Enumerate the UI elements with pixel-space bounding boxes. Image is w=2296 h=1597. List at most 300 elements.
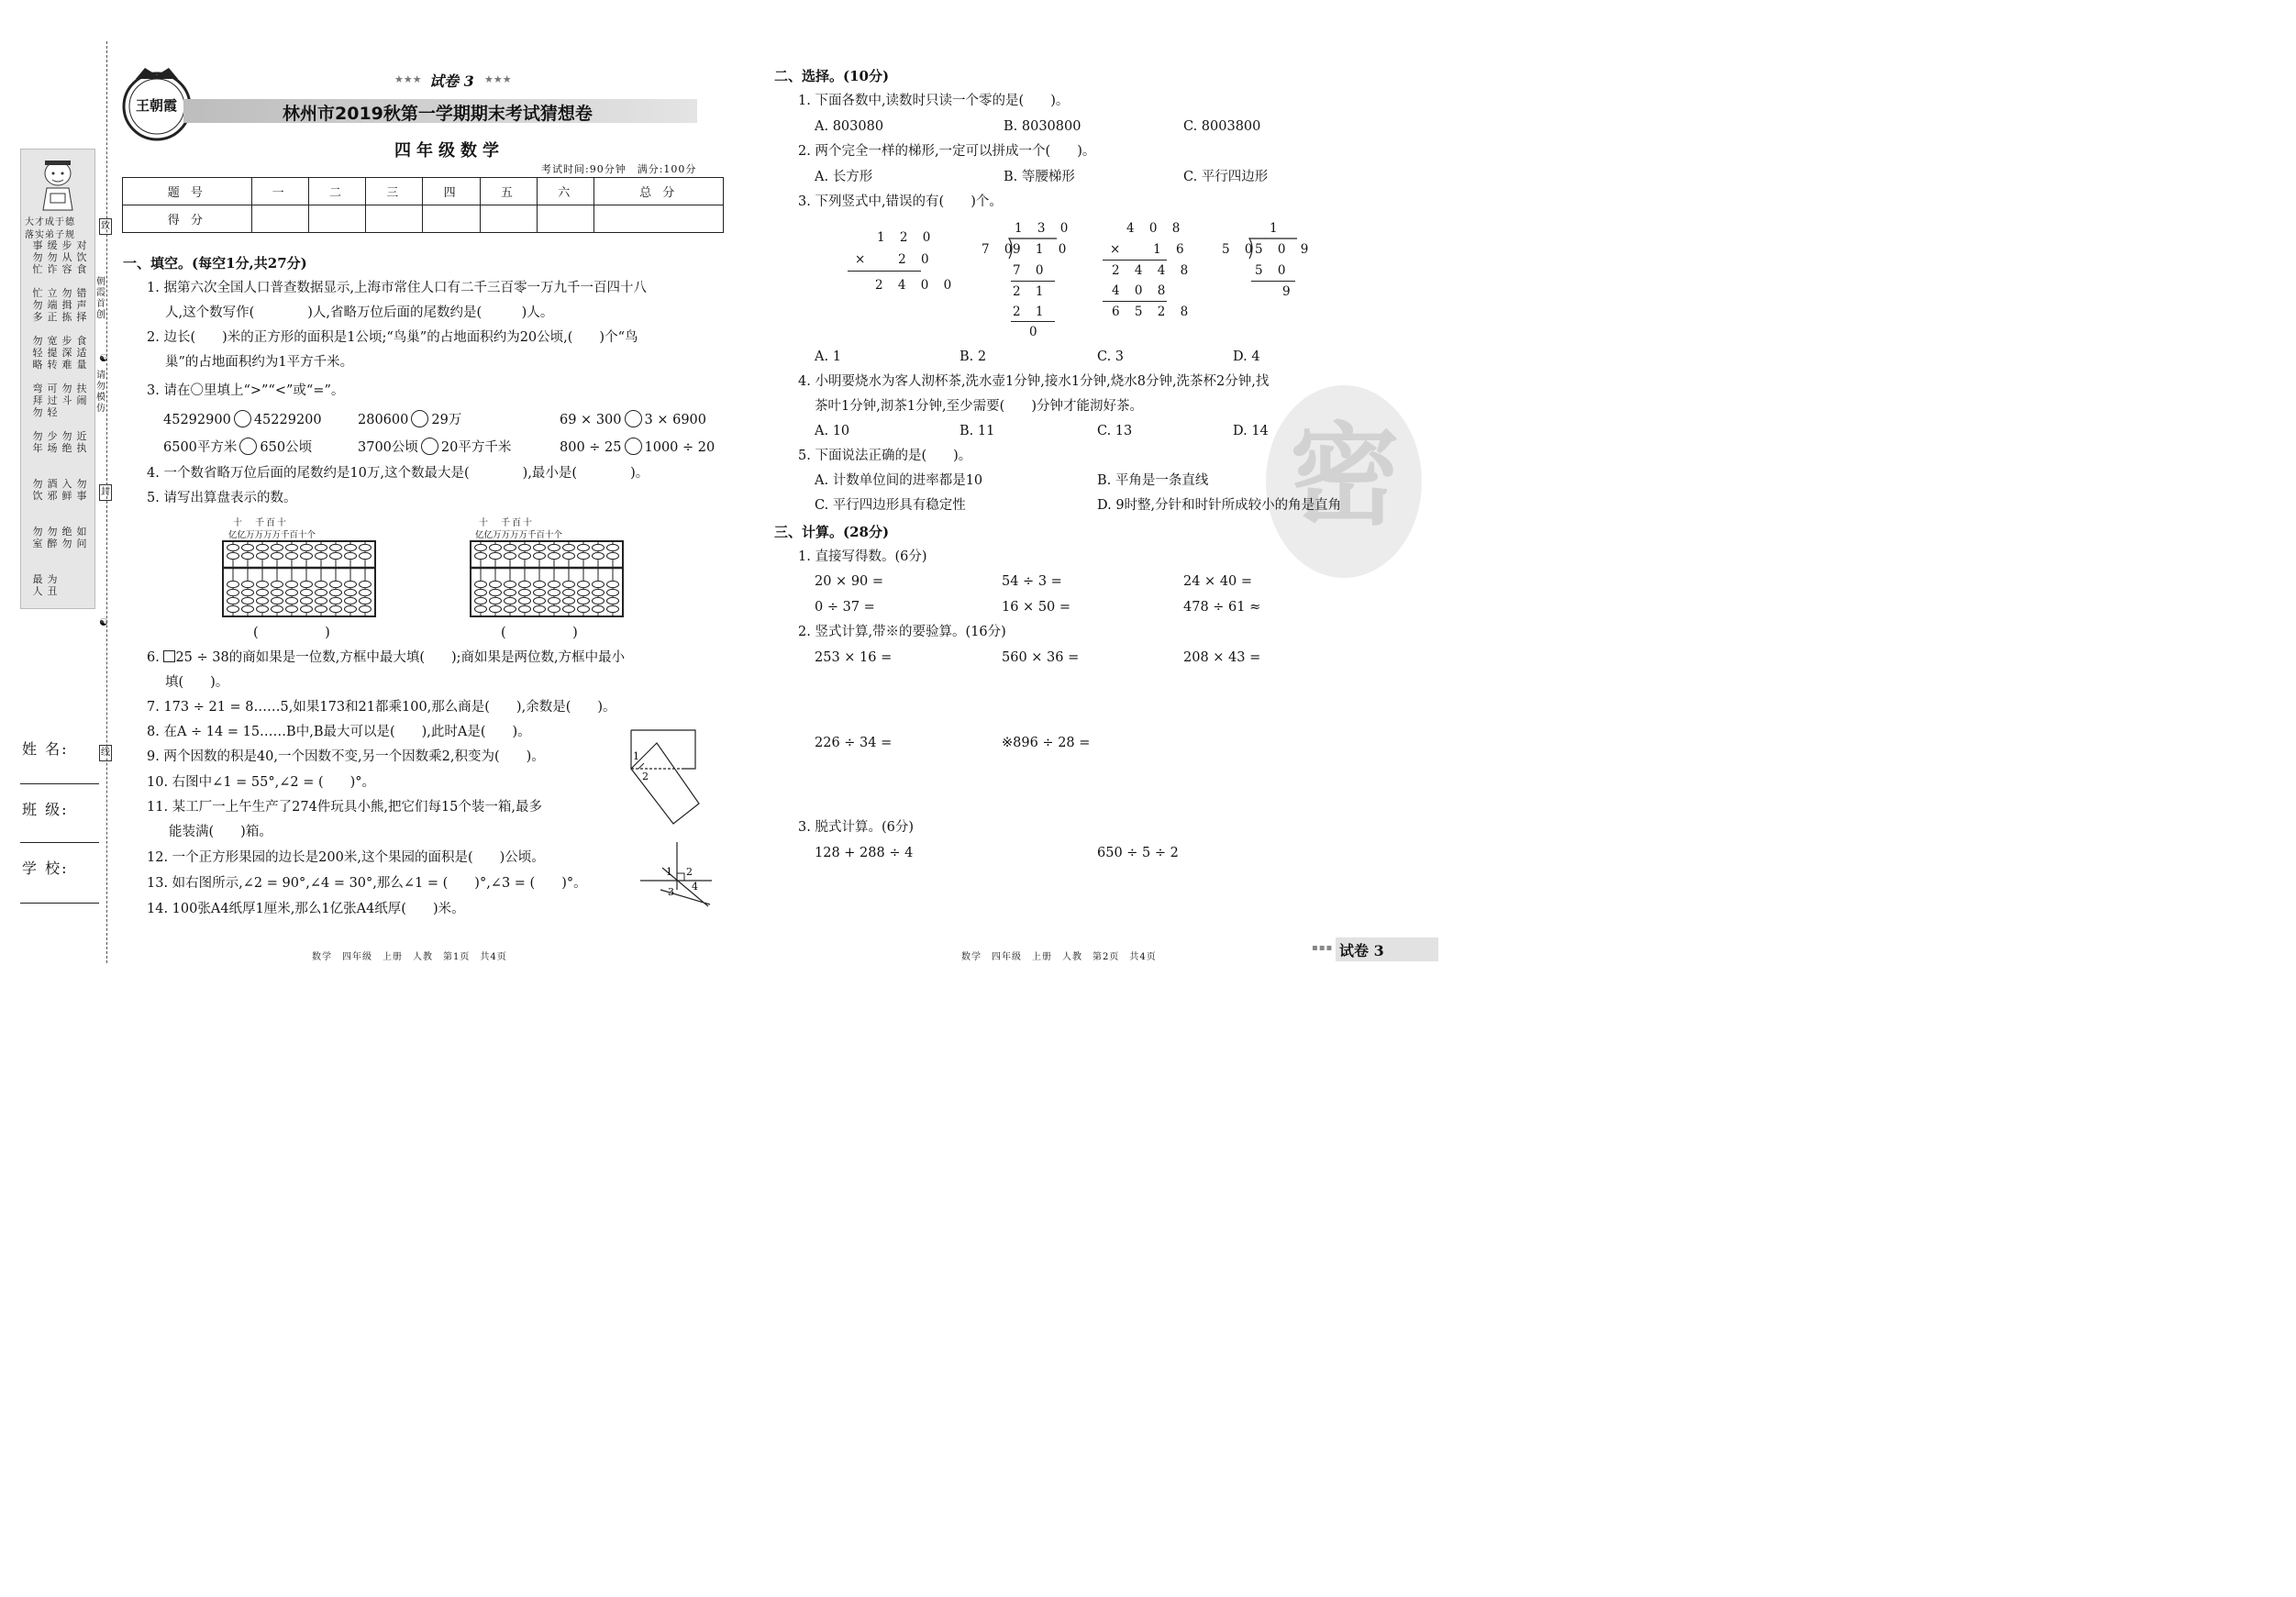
abacus-bead — [549, 544, 560, 550]
abacus-bead — [534, 581, 546, 587]
c1-text: 1. 下面各数中,读数时只读一个零的是( )。 — [798, 94, 1070, 108]
q6-text: 25 ÷ 38的商如果是一位数,方框中最大填( );商如果是两位数,方框中最小 — [175, 650, 626, 665]
q6-number: 6. — [147, 650, 164, 665]
figure-2-label-1: 1 — [666, 866, 672, 878]
motto-line-2: 落实弟子规 — [25, 230, 75, 240]
score-table — [122, 177, 724, 233]
abacus-bead — [272, 605, 283, 612]
logo-text: 王朝霞 — [136, 97, 178, 114]
abacus-bead — [475, 581, 487, 587]
abacus-bead — [316, 597, 327, 604]
motto-column: 为丑 — [47, 573, 58, 597]
binding-circle-icon: ☯ — [99, 352, 108, 364]
c5-option-d[interactable]: D. 9时整,分针和时针所成较小的角是直角 — [1097, 498, 1342, 513]
abacus-bead — [475, 605, 487, 612]
abacus-bead — [563, 589, 575, 595]
abacus-bead — [360, 552, 372, 559]
k2-item-5: ※896 ÷ 28 = — [1002, 736, 1091, 750]
c2-option-c[interactable]: C. 平行四边形 — [1183, 170, 1269, 184]
score-row-label: 得 分 — [123, 205, 252, 233]
abacus-bead — [549, 605, 560, 612]
abacus-bead — [257, 544, 269, 550]
compare-3-left: 69 × 300 — [560, 413, 622, 427]
abacus-bead — [330, 597, 342, 604]
vcalc-2-step-1: 7 0 — [1013, 263, 1049, 278]
c3-option-d[interactable]: D. 4 — [1233, 349, 1260, 364]
motto-sidebar — [20, 149, 95, 609]
exam-info: 考试时间:90分钟 满分:100分 — [541, 163, 697, 175]
abacus-bead — [607, 581, 619, 587]
motto-column: 勿醉 — [47, 526, 58, 549]
motto-column: 立端正 — [47, 287, 58, 323]
motto-column: 缓勿诈 — [47, 239, 58, 275]
abacus-bead — [345, 544, 357, 550]
q1-line-1: 1. 据第六次全国人口普查数据显示,上海市常住人口有二千三百零一万九千一百四十八 — [147, 281, 648, 295]
abacus-bead — [534, 589, 546, 595]
c5-text: 5. 下面说法正确的是( )。 — [798, 449, 972, 463]
abacus-bead — [505, 589, 516, 595]
abacus-bead — [593, 544, 605, 550]
abacus-bead — [360, 597, 372, 604]
abacus-bead — [519, 589, 531, 595]
abacus-bead — [301, 589, 313, 595]
motto-column: 对饮食 — [76, 239, 87, 275]
compare-blank-icon[interactable] — [625, 410, 642, 427]
vcalc-3-row-5: 6 5 2 8 — [1112, 305, 1194, 319]
vcalc-2-remainder: 0 — [1029, 325, 1043, 339]
abacus-bead — [257, 581, 269, 587]
abacus-bead — [519, 552, 531, 559]
abacus-bead — [242, 597, 254, 604]
motto-column: 忙勿多 — [32, 287, 43, 323]
score-cell[interactable] — [538, 205, 594, 233]
vcalc-2-quotient: 1 3 0 — [1015, 221, 1074, 236]
abacus-bead — [301, 544, 313, 550]
motto-column: 最人 — [32, 573, 43, 597]
q9-text: 9. 两个因数的积是40,一个因数不变,另一个因数乘2,积变为( )。 — [147, 749, 545, 764]
abacus-bead — [345, 552, 357, 559]
compare-3-right: 3 × 6900 — [644, 413, 706, 427]
c2-text: 2. 两个完全一样的梯形,一定可以拼成一个( )。 — [798, 144, 1096, 159]
q6-line-2: 填( )。 — [165, 675, 229, 690]
c4-option-a[interactable]: A. 10 — [815, 424, 850, 438]
c5-option-a[interactable]: A. 计数单位间的进率都是10 — [815, 473, 983, 488]
c2-option-a[interactable]: A. 长方形 — [815, 170, 873, 184]
compare-2 — [358, 410, 461, 429]
vcalc-3-row-1: 4 0 8 — [1126, 221, 1186, 236]
abacus-2 — [470, 540, 624, 617]
compare-5 — [358, 438, 511, 457]
motto-column: 弯拜勿 — [32, 383, 43, 418]
motto-column: 步从容 — [61, 239, 72, 275]
abacus-bead — [563, 581, 575, 587]
motto-column: 入鲜 — [61, 478, 72, 502]
abacus-bead — [593, 589, 605, 595]
abacus-2-bottom-labels: 亿亿万万万万千百十个 — [475, 530, 563, 540]
series-label: 试卷 3 — [429, 72, 474, 90]
score-table-row — [123, 205, 724, 233]
vcalc-4-step: 5 0 — [1255, 263, 1292, 278]
abacus-bead — [490, 544, 502, 550]
score-cell[interactable] — [423, 205, 480, 233]
motto-column: 近执 — [76, 430, 87, 454]
q3-text: 3. 请在〇里填上“>”“<”或“=”。 — [147, 383, 345, 398]
footer-right: 数学 四年级 上册 人教 第2页 共4页 — [961, 952, 1157, 962]
abacus-bead — [607, 552, 619, 559]
figure-2-label-3: 3 — [668, 886, 674, 898]
score-cell[interactable] — [251, 205, 308, 233]
binding-mark-4: 封 — [99, 484, 112, 501]
abacus-bead — [607, 597, 619, 604]
abacus-bead — [316, 552, 327, 559]
score-cell[interactable] — [594, 205, 724, 233]
c3-option-c[interactable]: C. 3 — [1097, 349, 1125, 364]
vcalc-3-row-3: 2 4 4 8 — [1112, 263, 1194, 278]
compare-5-left: 3700公顷 — [358, 440, 418, 455]
student-illustration-icon — [32, 155, 83, 212]
abacus-bead — [578, 544, 590, 550]
c4-option-d[interactable]: D. 14 — [1233, 424, 1269, 438]
abacus-bead — [316, 544, 327, 550]
vcalc-4-quotient: 1 — [1270, 221, 1283, 236]
motto-column: 食适量 — [76, 335, 87, 371]
c1-option-b[interactable]: B. 8030800 — [1004, 119, 1081, 134]
motto-column: 勿年 — [32, 430, 43, 454]
motto-column: 少场 — [47, 430, 58, 454]
abacus-bead — [549, 589, 560, 595]
abacus-bead — [286, 605, 298, 612]
q1-line-2: 人,这个数写作( )人,省略万位后面的尾数约是( )人。 — [165, 305, 554, 320]
abacus-bead — [330, 544, 342, 550]
compare-1-right: 45229200 — [253, 413, 322, 427]
subject-title: 四年级数学 — [394, 141, 505, 161]
abacus-bead — [242, 552, 254, 559]
vcalc-1-row-2: × 2 0 — [855, 252, 935, 267]
school-label: 学 校: — [22, 859, 69, 877]
corner-dots-icon: ▪▪▪ — [1312, 943, 1334, 953]
abacus-bead — [505, 605, 516, 612]
k3-text: 3. 脱式计算。(6分) — [798, 820, 914, 835]
figure-1-label-1: 1 — [633, 750, 639, 762]
q11-line-1: 11. 某工厂一上午生产了274件玩具小熊,把它们每15个装一箱,最多 — [147, 800, 543, 815]
q12-text: 12. 一个正方形果园的边长是200米,这个果园的面积是( )公顷。 — [147, 850, 545, 865]
abacus-bead — [360, 544, 372, 550]
compare-1 — [163, 410, 322, 429]
abacus-bead — [563, 597, 575, 604]
school-field[interactable] — [20, 903, 99, 904]
motto-column: 勿轻略 — [32, 335, 43, 371]
motto-column: 勿饮 — [32, 478, 43, 502]
abacus-bead — [563, 605, 575, 612]
score-table-header — [123, 178, 724, 205]
c2-option-b[interactable]: B. 等腰梯形 — [1004, 170, 1075, 184]
class-label: 班 级: — [22, 801, 69, 818]
abacus-bead — [490, 552, 502, 559]
abacus-1-answer[interactable]: ( ) — [253, 626, 330, 640]
c5-option-c[interactable]: C. 平行四边形具有稳定性 — [815, 498, 966, 513]
abacus-bead — [227, 581, 239, 587]
c3-option-b[interactable]: B. 2 — [959, 349, 987, 364]
q11-line-2: 能装满( )箱。 — [169, 825, 272, 839]
abacus-bead — [593, 597, 605, 604]
abacus-bead — [519, 597, 531, 604]
score-cell[interactable] — [480, 205, 537, 233]
section-1-title: 一、填空。(每空1分,共27分) — [123, 255, 307, 272]
compare-4 — [163, 438, 312, 457]
abacus-bead — [563, 552, 575, 559]
class-field[interactable] — [20, 842, 99, 843]
abacus-bead — [330, 605, 342, 612]
abacus-bead — [534, 544, 546, 550]
k2-text: 2. 竖式计算,带※的要验算。(16分) — [798, 625, 1006, 639]
page-title: 林州市2019秋第一学期期末考试猜想卷 — [283, 104, 593, 124]
abacus-bead — [490, 605, 502, 612]
abacus-bead — [301, 552, 313, 559]
vcalc-4-divisor: 5 0 — [1222, 242, 1259, 257]
k1-item-5: 16 × 50 = — [1002, 600, 1071, 615]
k1-text: 1. 直接写得数。(6分) — [798, 549, 927, 564]
score-header-cell: 一 — [251, 178, 308, 205]
abacus-bead — [578, 552, 590, 559]
abacus-bead — [272, 581, 283, 587]
q10-text: 10. 右图中∠1 = 55°,∠2 = ( )°。 — [147, 775, 376, 790]
vcalc-2-step-2: 2 1 — [1013, 284, 1049, 299]
q14-text: 14. 100张A4纸厚1厘米,那么1亿张A4纸厚( )米。 — [147, 902, 465, 916]
motto-column: 勿斗 — [61, 383, 72, 406]
abacus-1 — [222, 540, 376, 617]
binding-line — [106, 41, 107, 963]
compare-6-right: 1000 ÷ 20 — [644, 440, 715, 455]
compare-blank-icon[interactable] — [421, 438, 438, 455]
section-2-title: 二、选择。(10分) — [774, 68, 890, 84]
box-blank-icon — [163, 650, 175, 662]
score-header-cell: 六 — [538, 178, 594, 205]
abacus-bead — [301, 581, 313, 587]
q8-text: 8. 在A ÷ 14 = 15……B中,B最大可以是( ),此时A是( )。 — [147, 725, 531, 739]
abacus-bead — [475, 597, 487, 604]
c1-option-c[interactable]: C. 8003800 — [1183, 119, 1261, 134]
q2-line-2: 巢”的占地面积约为1平方千米。 — [165, 355, 354, 370]
score-header-cell: 三 — [366, 178, 423, 205]
abacus-bead — [345, 581, 357, 587]
c1-option-a[interactable]: A. 803080 — [815, 119, 884, 134]
abacus-bead — [490, 589, 502, 595]
abacus-2-answer[interactable]: ( ) — [501, 626, 578, 640]
k1-item-4: 0 ÷ 37 = — [815, 600, 875, 615]
abacus-bead — [360, 605, 372, 612]
compare-2-right: 29万 — [431, 413, 462, 427]
abacus-bead — [345, 597, 357, 604]
abacus-bead — [607, 589, 619, 595]
abacus-bead — [286, 597, 298, 604]
abacus-bead — [316, 581, 327, 587]
compare-1-left: 45292900 — [163, 413, 231, 427]
abacus-bead — [534, 605, 546, 612]
abacus-bead — [301, 605, 313, 612]
abacus-bead — [272, 544, 283, 550]
k1-item-1: 20 × 90 = — [815, 574, 884, 589]
k1-item-3: 24 × 40 = — [1183, 574, 1253, 589]
abacus-bead — [475, 589, 487, 595]
c4-line-2: 茶叶1分钟,沏茶1分钟,至少需要( )分钟才能沏好茶。 — [815, 399, 1143, 414]
stars-right-icon: ★★★ — [484, 73, 512, 85]
motto-line-1: 大才成于德 — [25, 217, 75, 227]
abacus-bead — [242, 544, 254, 550]
abacus-bead — [227, 552, 239, 559]
abacus-2-top-labels: 十 千百十 — [479, 518, 534, 528]
score-header-cell: 二 — [308, 178, 365, 205]
k2-item-2: 560 × 36 = — [1002, 650, 1080, 665]
abacus-bead — [316, 589, 327, 595]
intersecting-lines-figure — [635, 838, 723, 910]
compare-5-right: 20平方千米 — [440, 440, 512, 455]
c3-option-a[interactable]: A. 1 — [815, 349, 841, 364]
k3-item-1: 128 + 288 ÷ 4 — [815, 846, 914, 860]
section-3-title: 三、计算。(28分) — [774, 524, 890, 540]
motto-column: 绝勿 — [61, 526, 72, 549]
binding-mark-3: 请勿模仿 — [96, 371, 105, 414]
c3-text: 3. 下列竖式中,错误的有( )个。 — [798, 194, 1003, 209]
abacus-bead — [272, 597, 283, 604]
abacus-bead — [330, 581, 342, 587]
score-header-cell: 五 — [480, 178, 537, 205]
compare-blank-icon[interactable] — [625, 438, 642, 455]
abacus-bead — [257, 589, 269, 595]
abacus-bead — [505, 597, 516, 604]
compare-6 — [560, 438, 715, 457]
abacus-bead — [549, 581, 560, 587]
abacus-bead — [286, 544, 298, 550]
score-header-label: 题 号 — [123, 178, 252, 205]
k1-item-6: 478 ÷ 61 ≈ — [1183, 600, 1261, 615]
abacus-bead — [257, 552, 269, 559]
footer-left: 数学 四年级 上册 人教 第1页 共4页 — [312, 952, 507, 962]
motto-column: 勿室 — [32, 526, 43, 549]
abacus-bead — [607, 544, 619, 550]
abacus-bead — [534, 552, 546, 559]
abacus-bead — [578, 581, 590, 587]
abacus-bead — [286, 581, 298, 587]
abacus-bead — [330, 552, 342, 559]
vcalc-1-row-1: 1 2 0 — [877, 230, 937, 245]
k2-item-3: 208 × 43 = — [1183, 650, 1261, 665]
abacus-bead — [360, 581, 372, 587]
abacus-bead — [272, 589, 283, 595]
compare-3 — [560, 410, 706, 429]
abacus-bead — [490, 581, 502, 587]
abacus-bead — [607, 605, 619, 612]
motto-column: 扶闹 — [76, 383, 87, 406]
c4-line-1: 4. 小明要烧水为客人沏杯茶,洗水壶1分钟,接水1分钟,烧水8分钟,洗茶杯2分钟,找 — [798, 374, 1270, 389]
motto-column: 步深难 — [61, 335, 72, 371]
abacus-bead — [475, 552, 487, 559]
abacus-bead — [563, 544, 575, 550]
abacus-bead — [227, 589, 239, 595]
abacus-bead — [272, 552, 283, 559]
k3-item-2: 650 ÷ 5 ÷ 2 — [1097, 846, 1179, 860]
compare-6-left: 800 ÷ 25 — [560, 440, 622, 455]
abacus-bead — [316, 605, 327, 612]
abacus-bead — [519, 581, 531, 587]
abacus-bead — [242, 581, 254, 587]
motto-column: 勿事 — [76, 478, 87, 502]
vcalc-4-remainder: 9 — [1282, 284, 1296, 299]
compare-blank-icon[interactable] — [239, 438, 257, 455]
motto-column: 事勿忙 — [32, 239, 43, 275]
q4-text: 4. 一个数省略万位后面的尾数约是10万,这个数最大是( ),最小是( )。 — [147, 466, 649, 481]
binding-mark-2: 朝霞首创 — [96, 277, 105, 320]
name-field[interactable] — [20, 783, 99, 784]
abacus-bead — [227, 597, 239, 604]
q7-text: 7. 173 ÷ 21 = 8……5,如果173和21都乘100,那么商是( ),余数是( )。 — [147, 700, 616, 715]
abacus-bead — [301, 597, 313, 604]
abacus-bead — [257, 597, 269, 604]
score-cell[interactable] — [366, 205, 423, 233]
q6-line-1 — [147, 649, 625, 667]
motto-column: 可过轻 — [47, 383, 58, 418]
abacus-bead — [578, 605, 590, 612]
abacus-bead — [519, 605, 531, 612]
abacus-bead — [593, 581, 605, 587]
abacus-bead — [593, 605, 605, 612]
compare-4-left: 6500平方米 — [163, 440, 238, 455]
abacus-bead — [345, 605, 357, 612]
motto-column: 如问 — [76, 526, 87, 549]
abacus-bead — [286, 552, 298, 559]
abacus-1-top-labels: 十 千百十 — [233, 518, 288, 528]
abacus-bead — [227, 605, 239, 612]
abacus-1-bottom-labels: 亿亿万万万万千百十个 — [228, 530, 316, 540]
k1-item-2: 54 ÷ 3 = — [1002, 574, 1062, 589]
compare-blank-icon[interactable] — [411, 410, 428, 427]
stars-left-icon: ★★★ — [394, 73, 422, 85]
abacus-bead — [242, 605, 254, 612]
k2-item-4: 226 ÷ 34 = — [815, 736, 893, 750]
q13-text: 13. 如右图所示,∠2 = 90°,∠4 = 30°,那么∠1 = ( )°,∠3 = ( )°。 — [147, 876, 587, 891]
q2-line-1: 2. 边长( )米的正方形的面积是1公顷;“鸟巢”的占地面积约为20公顷,( )个“鸟 — [147, 330, 638, 345]
c4-option-b[interactable]: B. 11 — [959, 424, 995, 438]
abacus-bead — [519, 544, 531, 550]
figure-2-label-2: 2 — [686, 866, 693, 878]
abacus-bead — [505, 552, 516, 559]
compare-4-right: 650公顷 — [260, 440, 313, 455]
abacus-bead — [345, 589, 357, 595]
score-cell[interactable] — [308, 205, 365, 233]
abacus-bead — [549, 552, 560, 559]
abacus-bead — [578, 597, 590, 604]
vcalc-1-rule — [848, 271, 921, 272]
c5-option-b[interactable]: B. 平角是一条直线 — [1097, 473, 1209, 488]
abacus-bead — [505, 544, 516, 550]
score-header-cell: 总 分 — [594, 178, 724, 205]
motto-column: 宽提转 — [47, 335, 58, 371]
stamp-text: 密 — [1290, 413, 1400, 540]
score-header-cell: 四 — [423, 178, 480, 205]
figure-1-label-2: 2 — [642, 771, 649, 782]
abacus-bead — [593, 552, 605, 559]
vcalc-1-row-3: 2 4 0 0 — [875, 278, 958, 293]
abacus-bead — [475, 544, 487, 550]
abacus-bead — [330, 589, 342, 595]
figure-2-label-4: 4 — [692, 881, 698, 893]
abacus-bead — [490, 597, 502, 604]
compare-blank-icon[interactable] — [234, 410, 251, 427]
abacus-bead — [227, 544, 239, 550]
folded-rectangle-figure — [626, 726, 717, 829]
c4-option-c[interactable]: C. 13 — [1097, 424, 1133, 438]
binding-mark-1: 致 — [99, 218, 112, 235]
vcalc-3-row-2: × 1 6 — [1110, 242, 1190, 257]
